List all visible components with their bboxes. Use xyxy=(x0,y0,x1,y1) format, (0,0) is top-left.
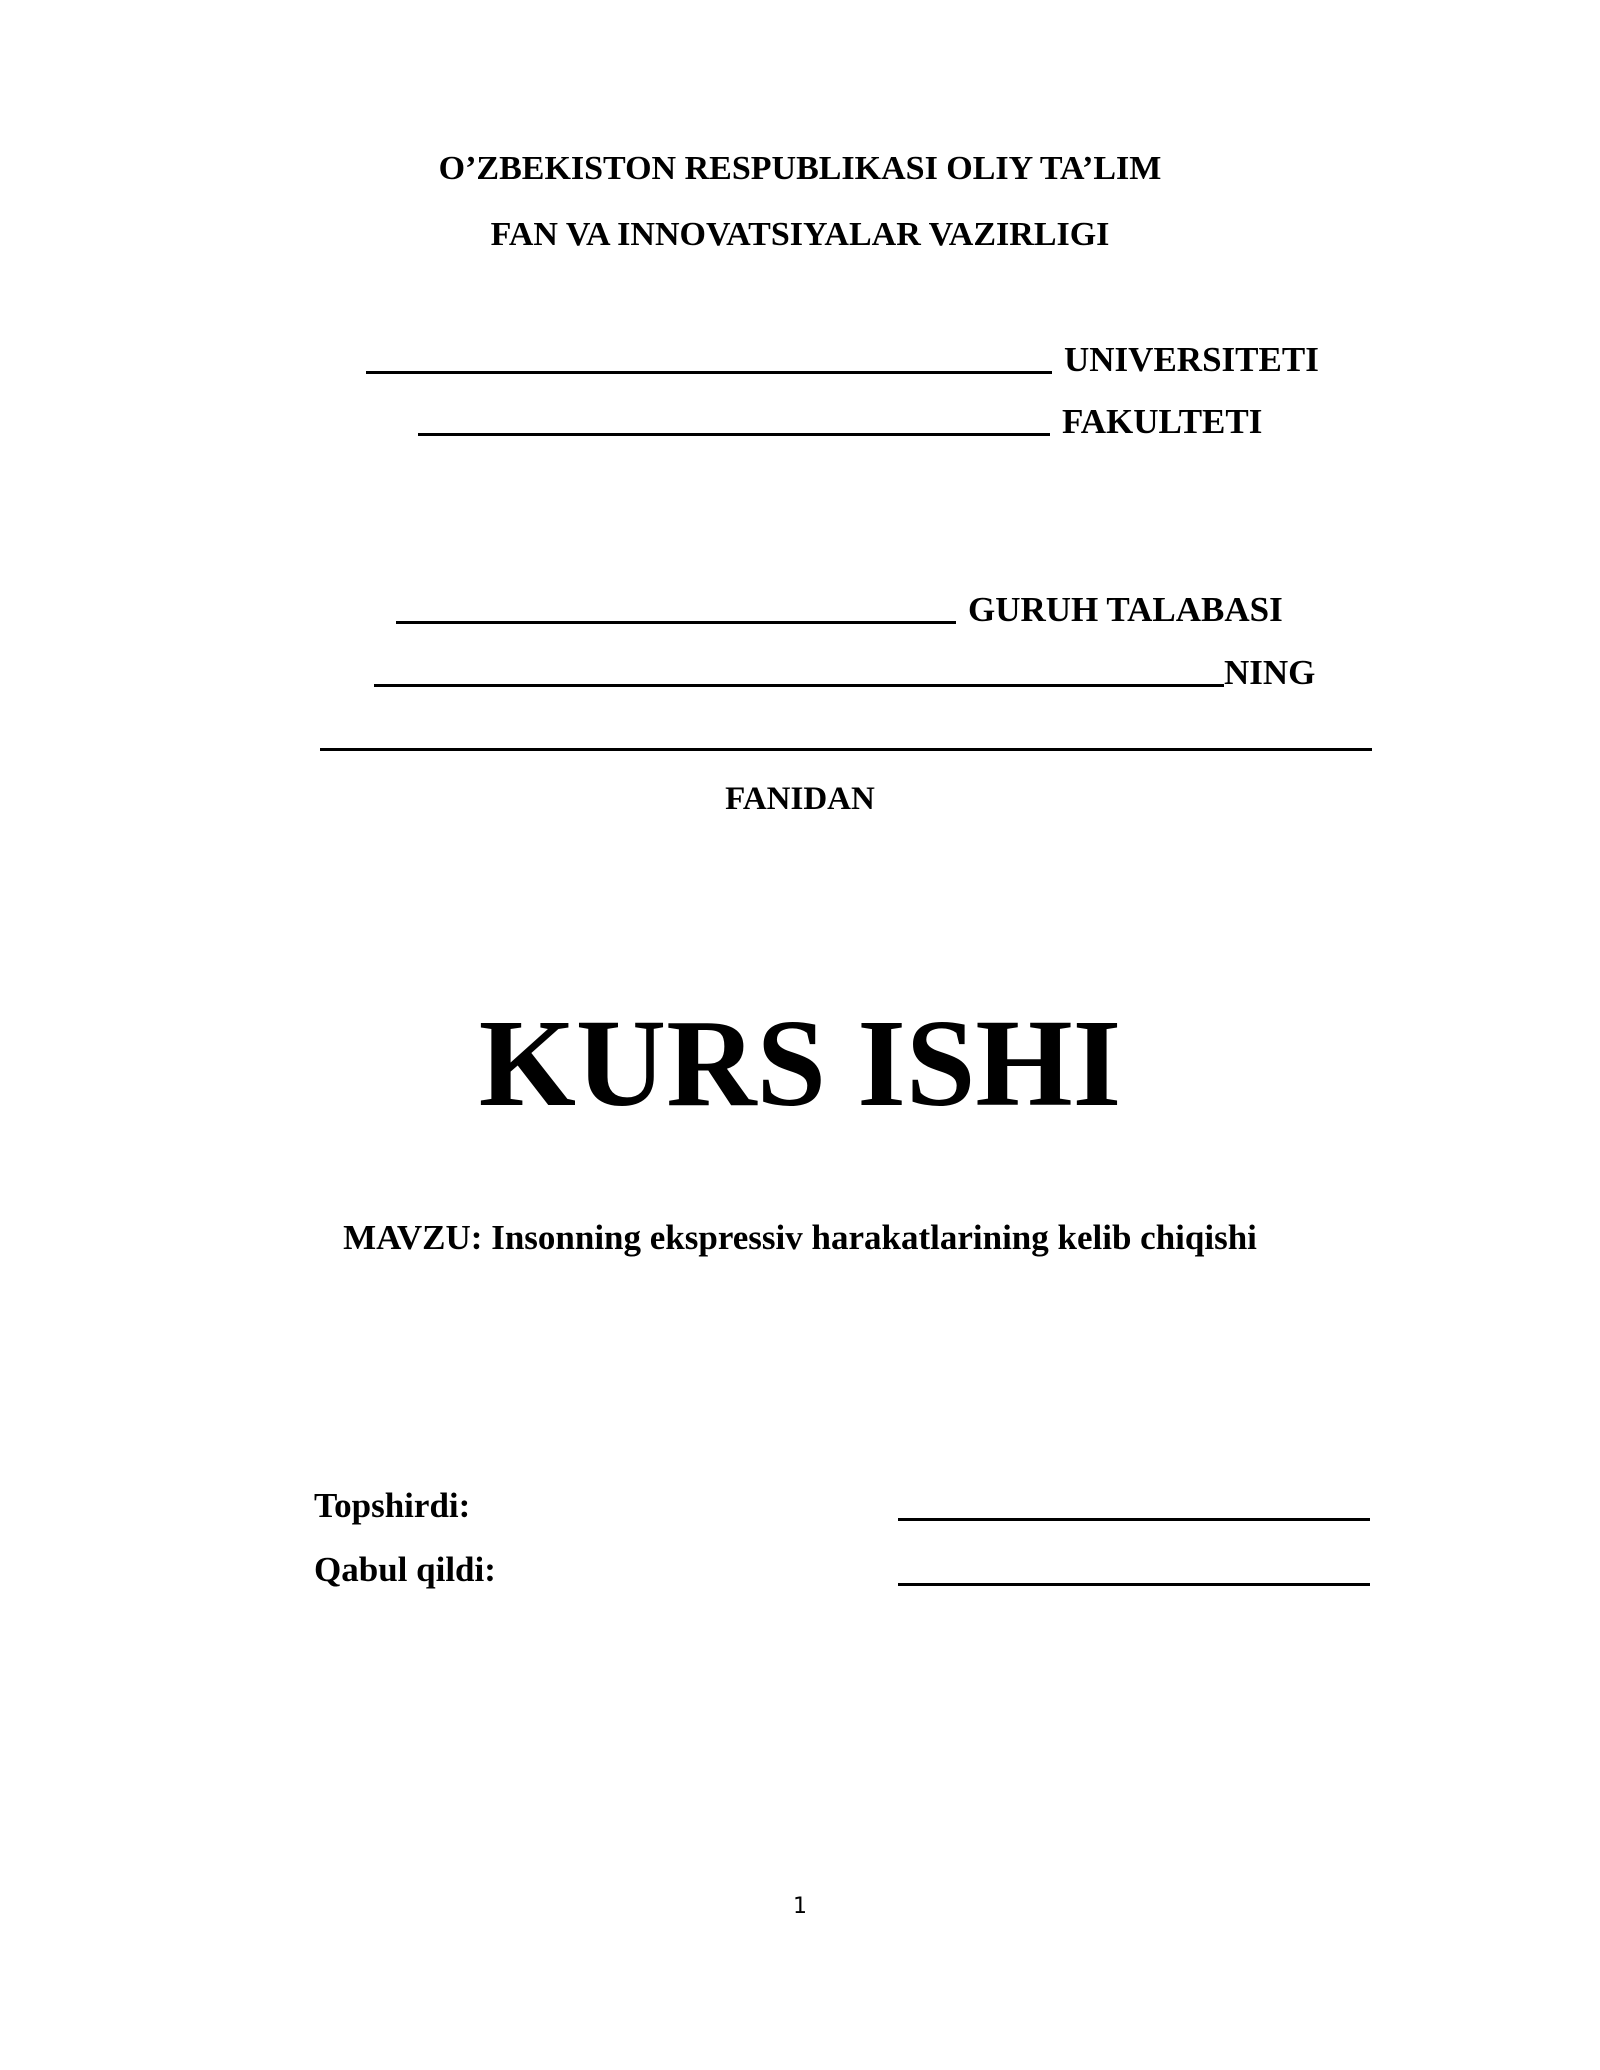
ministry-line-2: FAN VA INNOVATSIYALAR VAZIRLIGI xyxy=(490,216,1110,253)
subject-label: FANIDAN xyxy=(725,781,875,817)
group-label: GURUH TALABASI xyxy=(968,590,1283,629)
submitted-label: Topshirdi: xyxy=(314,1486,471,1525)
group-blank xyxy=(396,620,956,624)
faculty-blank xyxy=(418,432,1050,436)
submitted-signature-blank xyxy=(898,1518,1370,1521)
subject-blank xyxy=(320,748,1372,751)
document-title: KURS ISHI xyxy=(478,995,1122,1133)
university-row xyxy=(366,340,1319,380)
faculty-label: FAKULTETI xyxy=(1062,402,1263,441)
possessive-suffix: NING xyxy=(1224,653,1316,692)
university-blank xyxy=(366,370,1052,374)
student-name-row xyxy=(374,653,1315,693)
group-row xyxy=(396,590,1283,630)
university-label: UNIVERSITETI xyxy=(1064,340,1319,379)
faculty-row xyxy=(418,402,1262,442)
page-number: 1 xyxy=(793,1894,807,1919)
student-name-blank xyxy=(374,683,1224,687)
ministry-line-1: O’ZBEKISTON RESPUBLIKASI OLIY TA’LIM xyxy=(438,150,1162,187)
accepted-label: Qabul qildi: xyxy=(314,1550,496,1589)
accepted-signature-blank xyxy=(898,1583,1370,1586)
topic: MAVZU: Insonning ekspressiv harakatlarining kelib chiqishi xyxy=(343,1218,1257,1257)
